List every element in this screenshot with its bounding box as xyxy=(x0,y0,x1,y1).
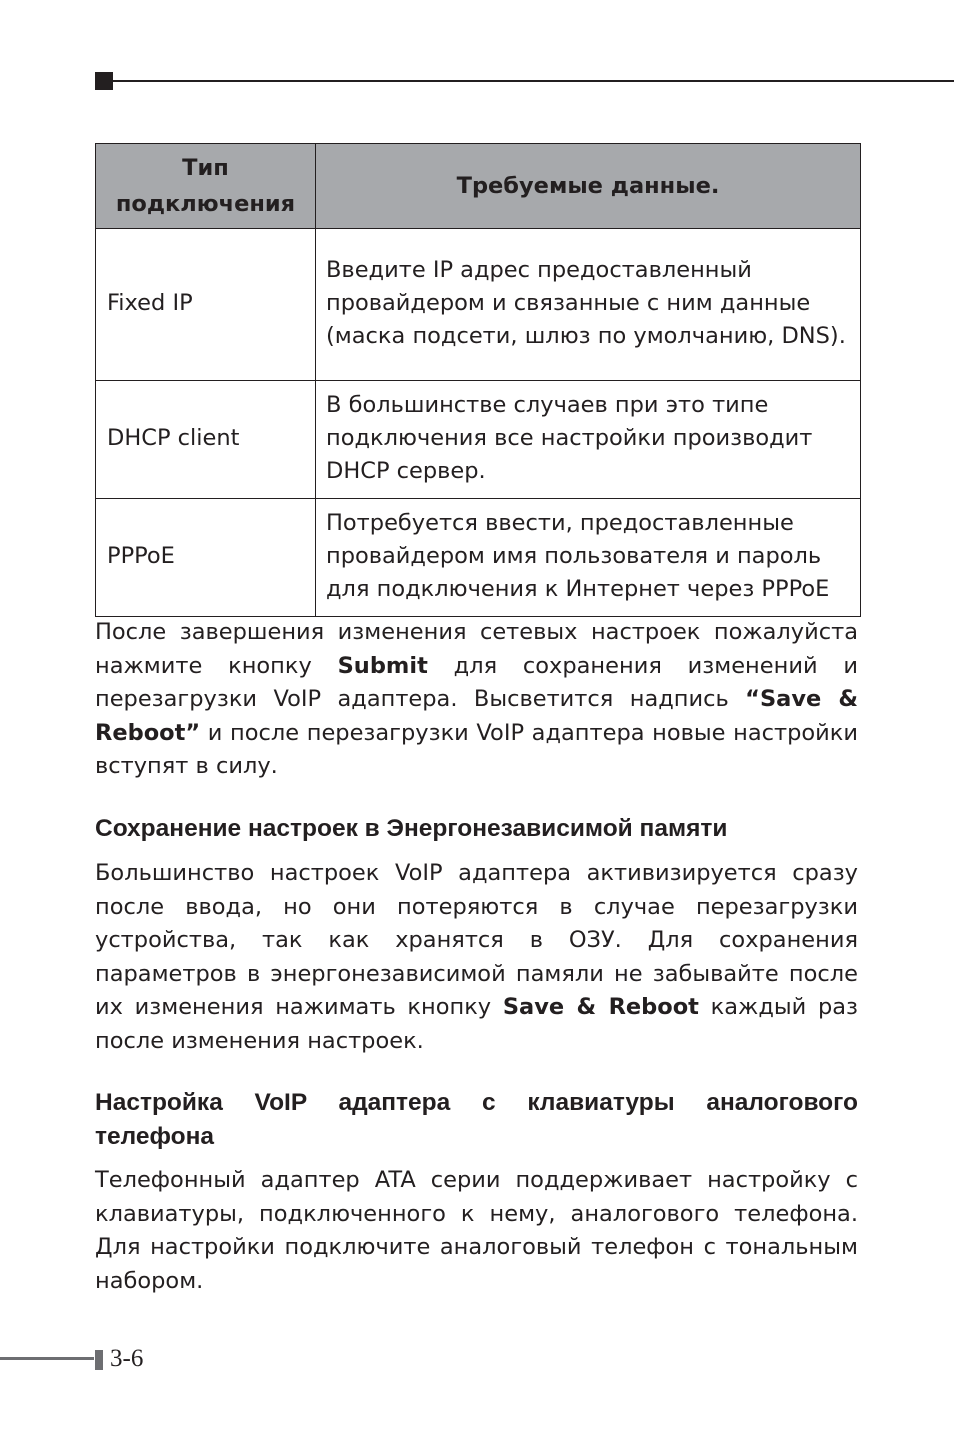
header-required-data: Требуемые данные. xyxy=(316,144,861,229)
cell-connection-type: Fixed IP xyxy=(96,229,316,381)
paragraph-after-table xyxy=(95,616,858,784)
page-number: 3-6 xyxy=(110,1345,144,1372)
footer-mark xyxy=(95,1350,103,1370)
table-row xyxy=(96,499,861,617)
cell-required-data: Потребуется ввести, предоставленные провайдером имя пользователя и пароль для подключения к Интернет через PPPoE xyxy=(316,499,861,617)
bold-save-reboot: “Save & Reboot” xyxy=(95,686,858,746)
connection-types-table xyxy=(95,143,861,617)
cell-connection-type: DHCP client xyxy=(96,381,316,499)
section-heading-nonvolatile-memory: Сохранение настроек в Энергонезависимой памяти xyxy=(95,815,728,842)
cell-required-data: В большинстве случаев при это типе подключения все настройки производит DHCP сервер. xyxy=(316,381,861,499)
text-run: и после перезагрузки VoIP адаптера новые настройки вступят в силу. xyxy=(95,719,858,780)
text-run: для сохранения изменений и перезагрузки VoIP адаптера. Высветится надпись xyxy=(95,652,858,713)
bold-save-reboot: Save & Reboot xyxy=(502,994,699,1021)
footer-rule xyxy=(0,1357,94,1360)
bold-submit: Submit xyxy=(337,652,428,679)
cell-connection-type: PPPoE xyxy=(96,499,316,617)
paragraph-nonvolatile-memory xyxy=(95,857,858,1059)
table-header-row xyxy=(96,144,861,229)
text-run: Большинство настроек VoIP адаптера активизируется сразу после ввода, но они потеряются в случае перезагрузки устройства, так как хранятся в ОЗУ. Для сохранения параметров в энергонезависимой памяли не забывайте после их изменения нажимать кнопку xyxy=(95,860,858,1021)
header-square-marker xyxy=(95,72,113,90)
paragraph-phone-keypad-setup: Телефонный адаптер ATA серии поддерживает настройку с клавиатуры, подключенного к нему, аналогового телефона. Для настройки подключите аналоговый телефон с тональным набором. xyxy=(95,1167,858,1294)
table-row xyxy=(96,229,861,381)
table-row xyxy=(96,381,861,499)
header-rule xyxy=(113,80,954,82)
text-run: каждый раз после изменения настроек. xyxy=(95,994,859,1054)
text-run: После завершения изменения сетевых настроек пожалуйста нажмите кнопку xyxy=(95,619,858,679)
cell-required-data: Введите IP адрес предоставленный провайдером и связанные с ним данные (маска подсети, шлюз по умолчанию, DNS). xyxy=(316,229,861,381)
header-connection-type: Тип подключения xyxy=(96,144,316,229)
section-heading-phone-keypad-setup: Настройка VoIP адаптера с клавиатуры аналогового телефона xyxy=(95,1089,858,1150)
